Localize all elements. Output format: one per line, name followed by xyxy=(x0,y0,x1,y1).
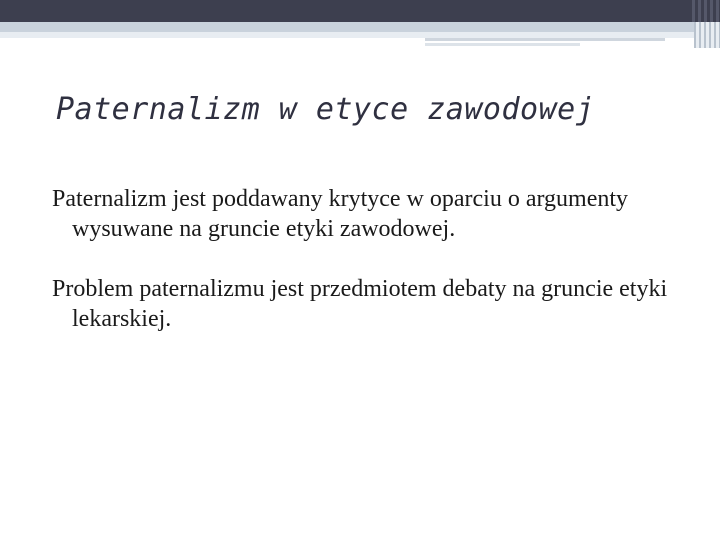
header-bar xyxy=(0,0,720,22)
header-accent-stripes xyxy=(692,0,720,22)
decorative-edge-stripes xyxy=(694,22,720,48)
slide-body xyxy=(52,184,692,364)
decorative-stripe xyxy=(0,22,720,32)
body-paragraph: Paternalizm jest poddawany krytyce w oparciu o argumenty wysuwane na gruncie etyki zawodowej. xyxy=(52,186,629,242)
decorative-stripe-short xyxy=(425,38,665,41)
decorative-stripe-short-2 xyxy=(425,43,580,46)
body-paragraph: Problem paternalizmu jest przedmiotem debaty na gruncie etyki lekarskiej. xyxy=(52,276,668,332)
slide-title: Paternalizm w etyce zawodowej xyxy=(56,92,595,127)
